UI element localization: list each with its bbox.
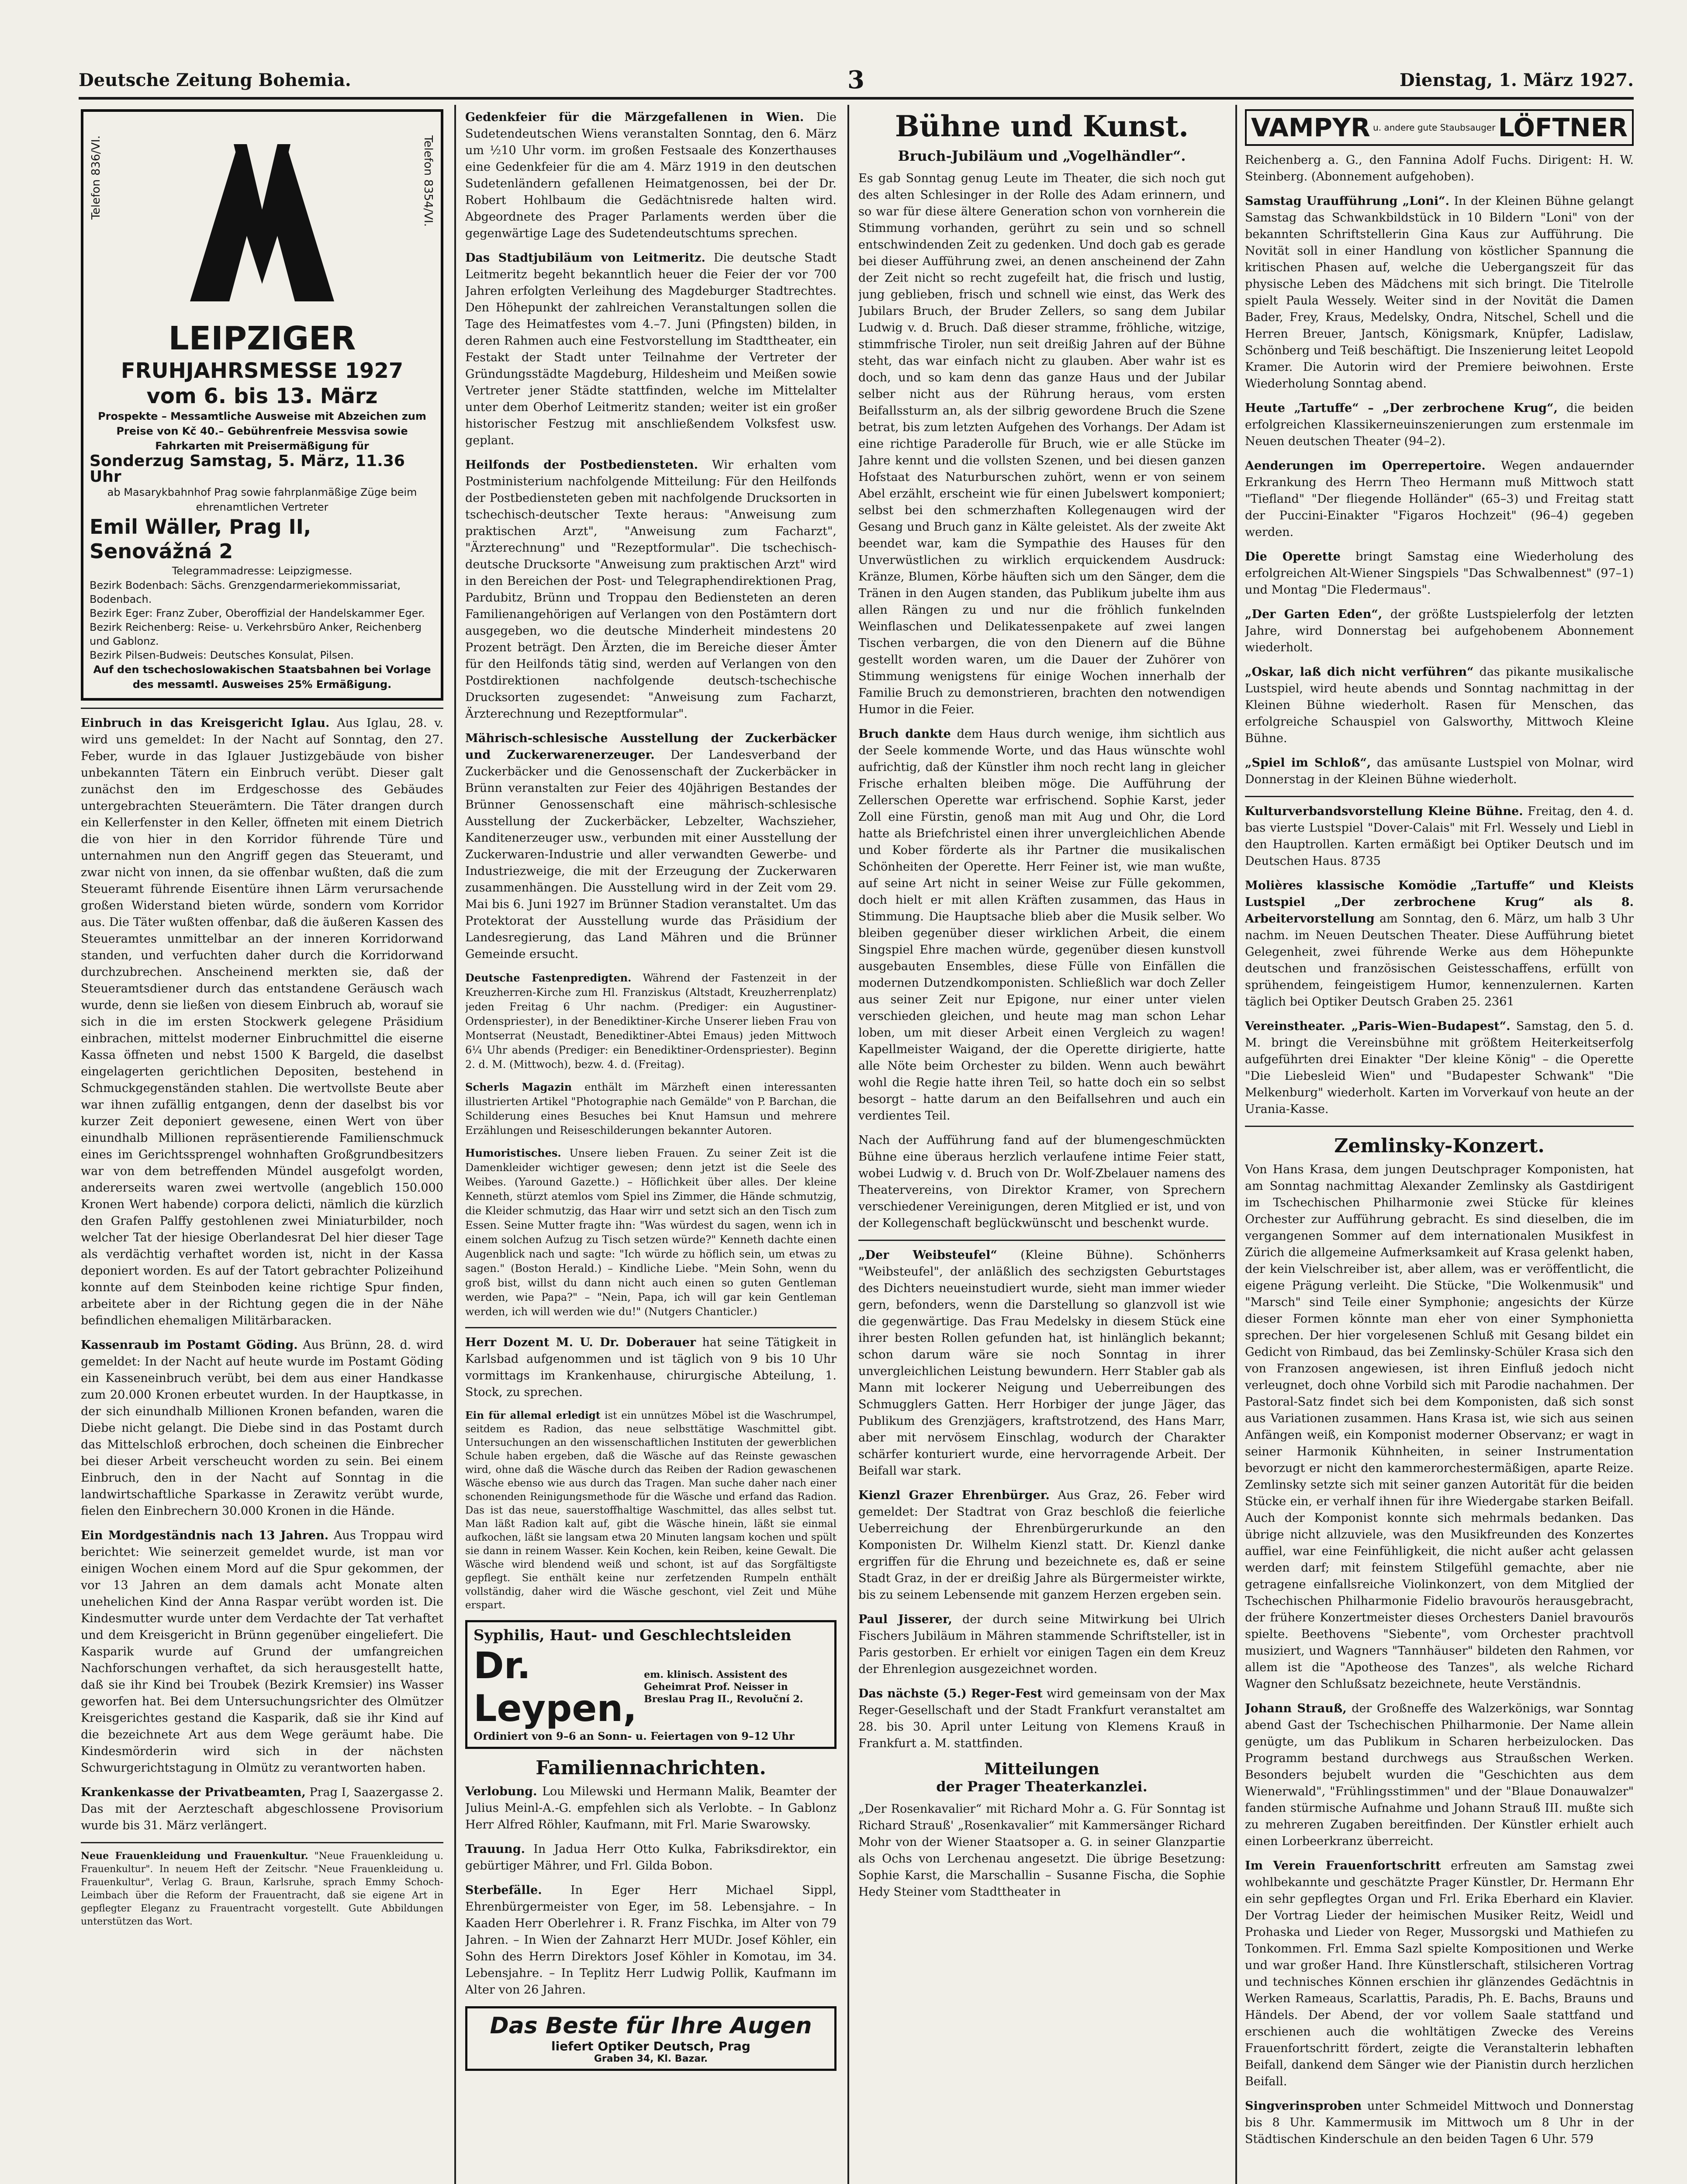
ad-subtitle: FRUHJAHRSMESSE 1927 (121, 359, 404, 383)
article-text: In der Kleinen Bühne gelangt Samstag das Schwankbildstück in 10 Bildern "Loni" von der bekannten Schriftstellerin Gina Kaus zur Aufführung. Die Novität soll in einer Handlung von köstlicher Spannung die kritischen Phasen auf, welche die Uebergangszeit für das physische Leben des Mädchens mit sich bringt. Die Titelrolle spielt Paula Wessely. Weiter sind in der Novität die Damen Bader, Frey, Kraus, Medelsky, Ondra, Nitschel, Schell und die Herren Breuer, Jantsch, Königsmark, Knüpfer, Ladislaw, Schönberg und Teiß beschäftigt. Die Inszenierung leitet Leopold Kramer. Die Autorin wird der Premiere beiwohnen. Erste Wiederholung Sonntag abend. (1245, 194, 1634, 390)
optik-headline: Das Beste für Ihre Augen (490, 2013, 812, 2039)
article-title: Ein für allemal erledigt (465, 1410, 601, 1421)
zemlinsky-heading: Zemlinsky-Konzert. (1334, 1135, 1545, 1157)
article-title: Die Operette (1245, 550, 1341, 563)
article (858, 1247, 1225, 1479)
family-item-text: In Jadua Herr Otto Kulka, Fabriksdirektor, ein gebürtiger Mährer, und Frl. Gilda Bobon. (465, 1842, 837, 1873)
family-item-text: Lou Milewski und Hermann Malik, Beamter der Julius Meinl-A.-G. empfehlen sich als Verlobte. – In Gablonz Herr Alfred Röhler, Kaufmann, mit Frl. Marie Swarowsky. (465, 1785, 837, 1832)
article-title: Kulturverbandsvorstellung Kleine Bühne. (1245, 805, 1523, 818)
family-item (465, 1882, 837, 1998)
article-title: Paul Jisserer, (858, 1613, 952, 1626)
column-3 (858, 109, 1225, 2184)
article (1245, 458, 1634, 541)
article (858, 1611, 1225, 1678)
article (465, 1146, 837, 1319)
article-title: Aenderungen im Operrepertoire. (1245, 459, 1486, 473)
article-text: Unsere lieben Frauen. Zu seiner Zeit ist die Damenkleider wichtiger gewesen; denn jetzt ist die Seele des Weibes. (Yaround Gazette.) – Höflichkeit über alles. Der kleine Kenneth, stürzt atemlos vom Spiel ins Zimmer, die Hände schmutzig, die Kleider schmutzig, das Haar wirr und setzt sich an den Tisch zum Essen. Seine Mutter fragte ihn: "Was würdest du sagen, wenn ich in einem solchen Aufzug zu Tisch setzen würde?" Kenneth dachte einen Augenblick nach und sagte: "Ich würde zu höflich sein, um etwas zu sagen." (Boston Herald.) – Kindliche Liebe. "Mein Sohn, wenn du groß bist, willst du dann nicht auch einen so guten Gentleman werden, wie Papa?" – "Nein, Papa, ich will gar kein Gentleman werden, ich will werden wie du!" (Nutgers Chanticler.) (465, 1147, 837, 1318)
article-title: Kienzl Grazer Ehrenbürger. (858, 1489, 1050, 1502)
separator (81, 1842, 443, 1843)
article-text: Prag I, Saazergasse 2. Das mit der Aerzteschaft abgeschlossene Provisorium wurde bis 31. März verlängert. (81, 1786, 443, 1832)
article (1245, 878, 1634, 1010)
article (1245, 152, 1634, 185)
ad-bezirk-2: Bezirk Eger: Franz Zuber, Oberoffizial der Handelskammer Eger. (90, 607, 425, 619)
article (465, 109, 837, 242)
article-text: am Sonntag, den 6. März, um halb 3 Uhr nachm. im Neuen Deutschen Theater. Diese Aufführung bietet Gelegenheit, zwei führende Werke aus dem Höhepunkte deutschen und französischen Geistesschaffens, erfüllt von sprühendem, feingeistigem Humor, kennenzulernen. Karten täglich bei Optiker Deutsch Graben 25. 2361 (1245, 912, 1634, 1009)
article-title: Das Stadtjubiläum von Leitmeritz. (465, 251, 705, 265)
article-title: Heute „Tartuffe“ – „Der zerbrochene Krug“, (1245, 401, 1558, 415)
optik-ad (465, 2006, 837, 2071)
article (858, 1686, 1225, 1752)
article-title: Scherls Magazin (465, 1081, 572, 1093)
article-title: Neue Frauenkleidung und Frauenkultur. (81, 1850, 308, 1862)
ad-prospekte: Prospekte – Messamtliche Ausweise mit Abzeichen zum Preise von Kč 40.– Gebührenfreie Messvisa sowie Fahrkarten mit Preisermäßigung für (98, 410, 426, 452)
leypen-name: Dr. Leypen, (474, 1644, 637, 1730)
article-title: Molières klassische Komödie „Tartuffe“ und Kleists Lustspiel „Der zerbrochene Krug“ als 8. Arbeitervorstellung (1245, 879, 1634, 926)
vampyr-left: VAMPYR (1251, 113, 1370, 142)
optik-address: Graben 34, Kl. Bazar. (594, 2053, 708, 2064)
family-item-title: Verlobung. (465, 1785, 537, 1798)
article-title: Johann Strauß, (1245, 1702, 1347, 1715)
family-item (465, 1841, 837, 1874)
zemlinsky-text: Von Hans Krasa, dem jungen Deutschprager Komponisten, hat am Sonntag nachmittag Alexander Zemlinsky als Gastdirigent im Tschechischen Philharmonie zwei Stücke für kleines Orchester zur Aufführung gebracht. Es sind dieselben, die im vergangenen Sommer auf dem internationalen Musikfest in Zürich die allgemeine Aufmerksamkeit auf Krasa gelenkt haben, der kein Vielschreiber ist, aber allem, was er veröffentlicht, die eigene Prägung verleiht. Die Stücke, "Die Wolkenmusik" und "Marsch" sind Teile einer Symphonie; angesichts der Kürze dieser Formen könnte man eher von einer Symphonietta sprechen. Der hier vorgelesenen Schluß mit Gesang bildet ein Gedicht von Rimbaud, das bei Zemlinsky-Schüler Krasa sich den von Franzosen angewiesen, ist ihren Einfluß jedoch nicht verleugnet, doch ohne Vorbild sich mit Parodie nachahmen. Der Pastoral-Satz findet sich bei dem Komponisten, daß sich sonst aus Variationen zusammen. Hans Krasa ist, wie sich aus seinen Anfängen weiß, ein Komponist moderner Observanz; er wagt in seiner Harmonik Kühnheiten, in seiner Instrumentation bevorzugt er nicht den kammerorchestermäßigen, aparte Reize. Zemlinsky setzte sich mit seiner ganzen Autorität für die beiden Stücke ein, er verhalf ihnen für ihre Wiedergabe starken Beifall. Auch der Komponist konnte sich mehrmals bedanken. Das übrige nicht allzuviele, was den Musikfreunden des Konzertes auffiel, war eine Feinfühligkeit, die nicht außer acht gelassen werden darf; mit feinstem Stilgefühl gemachte, aber nie getragene einfallsreiche Violinkonzert, von dem Mitglied der Tschechischen Philharmonie Fidelio bravourös herausgebracht, der frühere Konzertmeister dieses Orchesters Daniel bravourös spielte. Beethovens "Siebente", vom Orchester prachtvoll musiziert, und Wagners "Tannhäuser" bildeten den Rahmen, vor allem ist die "Apotheose des Tanzes", als welche Richard Wagner den Schlußsatz bezeichnete, heute Verständnis. (1245, 1163, 1634, 1691)
article-title: Bruch dankte (858, 727, 951, 741)
ad-bezirk-4: Bezirk Pilsen-Budweis: Deutsches Konsulat, Pilsen. (90, 649, 354, 661)
article (465, 250, 837, 449)
article (1245, 755, 1634, 788)
article-title: Deutsche Fastenpredigten. (465, 971, 632, 984)
article (1245, 1018, 1634, 1118)
article-text: erfreuten am Samstag zwei wohlbekannte und geschätzte Prager Künstler, Dr. Hermann Ehr ein sehr gepflegtes Organ und Frl. Erika Eberhard ein Klavier. Der Vortrag Lieder der heimischen Musiker Reitz, Weidl und Prohaska und Lieder von Reger, Mussorgski und Mathiefen zu Tonkommen. Frl. Emma Sazl spielte Kompositionen und Werke und war großer Hand. Ihre Künstlerschaft, stilsicheren Vortrag und technisches Können erschien ihr glänzendes Gedächtnis in Werken Rameaus, Scarlattis, Paradis, Ph. E. Bachs, Brauns und Händels. Der Abend, der vor vollem Saale stattfand und erschienen auch die wohltätigen Zwecke des Vereins Frauenfortschritt fördert, zeigte die Veranstalterin lebhaften Beifall, dankend dem Sänger wie der Pianistin durch herzlichen Beifall. (1245, 1859, 1634, 2088)
ad-bezirk-3: Bezirk Reichenberg: Reise- u. Verkehrsbüro Anker, Reichenberg und Gablonz. (90, 621, 422, 647)
section-heading: Bühne und Kunst. (895, 109, 1189, 143)
article-text: der größte Lustspielerfolg der letzten Jahre, wird Donnerstag bei aufgehobenem Abonnement wiederholt. (1245, 608, 1634, 654)
article-text: (Kleine Bühne). Schönherrs "Weibsteufel", der anläßlich des sechzigsten Geburtstages des Dichters neueinstudiert wurde, sieht man immer wieder gern, befonders, wenn die Darstellung so glanzvoll ist wie die gegenwärtige. Das Frau Medelsky in diesem Stück eine ihrer besten Rollen gefunden hat, ist hinlänglich bekannt; schon darum wäre sie noch Sonntag in ihrer unvergleichlichen Leistung bewundern. Herr Stabler gab als Mann mit lockerer Neigung und Ueberreibungen des Schmugglers Gatten. Herr Horbiger der junge Jäger, das Publikum des Grenzjägers, kraftstrotzend, des Hans Marr, aber mit nervösem Einschlag, wodurch der Charakter schärfer konturiert wurde, eine hervorragende Arbeit. Der Beifall war stark. (858, 1248, 1225, 1478)
article (858, 1487, 1225, 1603)
ad-vertreter: Emil Wäller, Prag II, Senovážná 2 (90, 515, 311, 563)
article (858, 170, 1225, 718)
article-text: die beiden erfolgreichen Klassikerneuinszenierungen zum erstenmale im Neuen deutschen Theater (94–2). (1245, 401, 1634, 448)
page-header (79, 66, 1634, 94)
article-text: Nach der Aufführung fand auf der blumengeschmückten Bühne eine überaus herzlich verlaufene intime Feier statt, wobei Ludwig v. d. Bruch von Dr. Wolf-Zbelauer namens des Theatervereins, von Direktor Kramer, von Sprechern verschiedener Vereinigungen, deren Mitglied er ist, und von der Kollegenschaft beglückwünscht und beschenkt wurde. (858, 1133, 1225, 1230)
ad-bezirk-1: Bezirk Bodenbach: Sächs. Grenzgendarmeriekommissariat, Bodenbach. (90, 579, 401, 605)
article-title: Samstag Uraufführung „Loni“. (1245, 194, 1450, 208)
article (1245, 400, 1634, 450)
leipzig-fair-ad (81, 109, 443, 701)
messe-logo (90, 118, 435, 319)
article-text: Wegen andauernder Erkrankung des Herrn Theo Hermann muß Mittwoch statt "Tiefland" "Der fliegende Holländer" (65–3) und Freitag statt der Puccini-Einakter "Figaros Hochzeit" (96–4) gegeben werden. (1245, 459, 1634, 539)
article (1245, 1858, 1634, 2090)
article-text: ist ein unnützes Möbel ist die Waschrumpel, seitdem es Radion, das neue selbsttätige Waschmittel gibt. Untersuchungen an den wissenschaftlichen Instituten der gewerblichen Schule haben ergeben, daß die Wäsche auf das Reinste gewaschen wird, ohne daß die Wäsche durch das Reiben der Radion gewaschenen Wäsche ebenso wie aus durch das Tragen. Man suche daher nach einer schonenden Reinigungsmethode für die Wäsche und erfand das Radion. Das ist das neue, sauerstoffhaltige Waschmittel, das alles selbst tut. Man läßt Radion kalt auf, gibt die Wäsche hinein, läßt sie einmal aufkochen, läßt sie langsam etwa 20 Minuten langsam kochen und spült sie dann in reinem Wasser. Kein Kochen, kein Reiben, keine Gewalt. Die Wäsche wird blendend weiß und schont, ist auf das Sorgfältigste gepflegt. Sie enthält keine nur zerfetzenden Rumpeln enthält vollständig, daher wird die Wäsche geschont, viel Zeit und Mühe erspart. (465, 1410, 837, 1611)
family-heading: Familiennachrichten. (536, 1757, 766, 1779)
article (1245, 193, 1634, 392)
article-title: „Der Garten Eden“, (1245, 608, 1383, 621)
family-item (465, 1783, 837, 1833)
column-divider (1235, 105, 1237, 2184)
article-title: „Oskar, laß dich nicht verführen“ (1245, 665, 1474, 679)
article (81, 1527, 443, 1776)
article (1245, 2098, 1634, 2148)
leypen-detail: em. klinisch. Assistent des Geheimrat Prof. Neisser in Breslau Prag II., Revoluční 2. (644, 1669, 803, 1705)
article-text: Aus Brünn, 28. d. wird gemeldet: In der Nacht auf heute wurde im Postamt Göding ein Kasseneinbruch verübt, bei dem aus einer Handkasse zum 20.000 Kronen erbeutet wurden. In der Hauptkasse, in der sich einundhalb Millionen Kronen befanden, waren die Diebe nicht gelangt. Die Diebe sind in das Postamt durch das Mittelschloß erbrochen, doch scheinen die Einbrecher bei dieser Arbeit verscheucht worden zu sein. Bei einem Einbruch, den in der Nacht auf Sonntag in die landwirtschaftliche Sparkasse in Zerawitz verübt wurde, fielen den Einbrechern 30.000 Kronen in die Hände. (81, 1338, 443, 1518)
article-text: bringt Samstag eine Wiederholung des erfolgreichen Alt-Wiener Singspiels "Das Schwalbennest" (97–1) und Montag "Die Fledermaus". (1245, 550, 1634, 597)
article (81, 1784, 443, 1834)
separator (1245, 796, 1634, 797)
page-number: 3 (847, 66, 864, 94)
article-title: Singverinsproben (1245, 2099, 1362, 2113)
vampyr-ad (1245, 109, 1634, 146)
article-text: hat seine Tätigkeit in Karlsbad aufgenommen und ist täglich von 9 bis 10 Uhr vormittags im Krankenhause, chirurgische Abteilung, 1. Stock, zu sprechen. (465, 1336, 837, 1399)
article (81, 1849, 443, 1928)
masthead-left: Deutsche Zeitung Bohemia. (79, 70, 351, 90)
article-text: wird gemeinsam von der Max Reger-Gesellschaft und der Stadt Frankfurt veranstaltet am 28. bis 30. April unter Leitung von Klemens Krauß in Frankfurt a. M. stattfinden. (858, 1687, 1225, 1750)
issue-date: Dienstag, 1. März 1927. (1400, 70, 1634, 90)
leypen-ad (465, 1620, 837, 1749)
separator (858, 1240, 1225, 1241)
article (465, 1409, 837, 1612)
article-title: Gedenkfeier für die Märzgefallenen in Wien. (465, 111, 804, 124)
article-title: Heilfonds der Postbediensteten. (465, 458, 698, 472)
optik-by: liefert Optiker Deutsch, Prag (551, 2039, 750, 2053)
separator (81, 708, 443, 709)
article (465, 730, 837, 963)
family-item-title: Sterbefälle. (465, 1883, 542, 1897)
article-text: der Großneffe des Walzerkönigs, war Sonntag abend Gast der Tschechischen Philharmonie. Der Name allein genügte, um das Publikum in Scharen herbeizulocken. Das Programm bestand durchwegs aus Straußschen Werken. Besonders bejubelt wurden die "Geschichten aus dem Wienerwald", "Frühlingsstimmen" und der "Blaue Donauwalzer" fanden stürmische Aufnahme und Johann Strauß III. mußte sich zu mehreren Zugaben bereitfinden. Der Künstler erhielt auch einen Lorbeerkranz überreicht. (1245, 1702, 1634, 1848)
article-title: Herr Dozent M. U. Dr. Doberauer (465, 1336, 696, 1349)
article-title: Ein Mordgeständnis nach 13 Jahren. (81, 1529, 329, 1542)
article-text: Der Landesverband der Zuckerbäcker und die Genossenschaft der Zuckerbäcker in Brünn veranstalten zur Feier des 40jährigen Bestandes der Brünner Genossenschaft eine mährisch-schlesische Ausstellung der Zuckerbäcker, Lebzelter, Wachszieher, Kanditenerzeuger usw., verbunden mit einer Ausstellung der Zuckerwaren-Industrie und aller verwandten Gewerbe- und Industriezweige, die mit der Erzeugung der Zuckerwaren zusammenhängen. Die Ausstellung wird in der Zeit vom 29. Mai bis 6. Juni 1927 im Brünner Stadion veranstaltet. Um das Protektorat der Ausstellung wurde das Präsidium der Landesregierung, das Land Mähren und die Brünner Gemeinde ersucht. (465, 748, 837, 961)
article-title: Humoristisches. (465, 1147, 561, 1159)
header-rule (79, 97, 1634, 100)
article-text: Während der Fastenzeit in der Kreuzherren-Kirche zum Hl. Franziskus (Altstadt, Kreuzherrenplatz) jeden Freitag 6 Uhr nachm. (Prediger: ein Augustiner-Ordenspriester), in der Benediktiner-Kirche Unserer lieben Frau von Montserrat (Neustadt, Benediktiner-Abtei Emaus) jeden Mittwoch 6¼ Uhr abends (Prediger: ein Benediktiner-Ordenspriester). Beginn 2. d. M. (Mittwoch), bezw. 4. d. (Freitag). (465, 972, 837, 1071)
column-divider (454, 105, 456, 2184)
article-text: unter Schmeidel Mittwoch und Donnerstag bis 8 Uhr. Kammermusik im Mittwoch um 8 Uhr in der Städtischen Kinderschule an den beiden Tagen 6 Uhr. 579 (1245, 2099, 1634, 2146)
section-subheading: Bruch-Jubiläum und „Vogelhändler“. (898, 148, 1186, 164)
ad-dates: vom 6. bis 13. März (146, 384, 378, 408)
telefon-right: Telefon 8354/VI. (422, 135, 435, 227)
mitteilungen-sub: der Prager Theaterkanzlei. (936, 1778, 1148, 1795)
article (1245, 1700, 1634, 1850)
article (1245, 606, 1634, 656)
article-text: Aus Troppau wird berichtet: Wie seinerzeit gemeldet wurde, ist man vor einigen Wochen einem Mord auf die Spur gekommen, der vor 13 Jahren an dem damals acht Monate alten unehelichen Kind der Anna Raspar verübt worden ist. Die Kindesmutter wurde unter dem Verdachte der Tat verhaftet und dem Kreisgericht in Brünn gegenüber eingeliefert. Die Kasparik wurde auf Grund der umfangreichen Nachforschungen verhaftet, da sich herausgestellt hatte, daß sie ihr Kind bei Troubek (Bezirk Kremsier) ins Wasser geworfen hat. Bei dem Untersuchungsrichter des Olmützer Kreisgerichtes gestand die Kasparik, daß sie ihr Kind auf die bezeichnete Art aus dem Wege geräumt habe. Die Kindesmörderin wird sich in der nächsten Schwurgerichtstagung in Olmütz zu verantworten haben. (81, 1529, 443, 1775)
ad-sonderzug: Sonderzug Samstag, 5. März, 11.36 Uhr (90, 452, 405, 486)
article-text: Freitag, den 4. d. bas vierte Lustspiel "Dover-Calais" mit Frl. Wessely und Liebl in den Hauptrollen. Karten ermäßigt bei Optiker Deutsch und im Deutschen Haus. 8735 (1245, 805, 1634, 868)
article-title: Einbruch in das Kreisgericht Iglau. (81, 716, 330, 730)
article (465, 1334, 837, 1401)
article-text: enthält im Märzheft einen interessanten illustrierten Artikel "Photographie nach Gemälde" von P. Barchan, die Schilderung eines Besuches bei Knut Hamsun und mehrere Erzählungen und Reiseschilderungen bekannter Autoren. (465, 1081, 837, 1137)
article-text: Die Sudetendeutschen Wiens veranstalten Sonntag, den 6. März um ½10 Uhr vorm. im großen Festsaale des Konzerthauses eine Gedenkfeier für die am 4. März 1919 in den deutschen Sudetenländern gefallenen Heimatgenossen, bei der Dr. Robert Hohlbaum die Gedächtnisrede halten wird. Abgeordnete des Prager Parlaments werden über die gegenwärtige Lage des Sudetendeutschtums sprechen. (465, 111, 837, 240)
ad-title: LEIPZIGER (168, 320, 356, 357)
article-title: Im Verein Frauenfortschritt (1245, 1859, 1441, 1873)
article-text: Samstag, den 5. d. M. bringt die Vereinsbühne mit größtem Heiterkeitserfolg aufgeführten drei Einakter "Der kleine König" – die Operette "Die Liebesleid Wien" und "Budapester Schwank" "Die Melkenburg" wiederholt. Karten im Vorverkauf von heute an der Urania-Kasse. (1245, 1019, 1634, 1116)
separator (465, 1327, 837, 1328)
article-text: das pikante musikalische Lustspiel, wird heute abends und Sonntag nachmittag in der Kleinen Bühne wiederholt. Rasen für Menschen, das erfolgreiche Schauspiel von Galsworthy, Mittwoch Kleine Bühne. (1245, 665, 1634, 745)
article (1245, 664, 1634, 747)
article-text: das amüsante Lustspiel von Molnar, wird Donnerstag in der Kleinen Bühne wiederholt. (1245, 756, 1634, 786)
article-text: Es gab Sonntag genug Leute im Theater, die sich noch gut des alten Schlesinger in der Rolle des Adam erinnern, und so war für diese ältere Generation schon von vornherein die Stimmung vorhanden, gerührt zu sein und so schnell entschwindenden Zeit zu gedenken. Und doch gab es gerade bei dieser Aufführung zwei, an denen anscheinend der Zahn der Zeit nicht so recht zugefeilt hat, die frisch und lustig, jung geblieben, frisch und schnell wie einst, das Werk des Jubilars Bruch, der Bruder Zellers, so sang dem Jubilar Ludwig v. d. Bruch. Daß dieser stramme, fröhliche, witzige, stimmfrische Tiroler, nun seit dreißig Jahren auf der Bühne steht, das war einfach nicht zu glauben. Aber wahr ist es doch, und so kam denn das ganze Haus und der Jubilar selber nicht aus der Rührung heraus, vom ersten Beifallssturm an, als der silbrig gewordene Bruch die Szene betrat, bis zum letzten Aufgehen des Vorhangs. Der Adam ist eine richtige Paraderolle für Bruch, wie er alle Stücke im Jahre kennt und die vollsten Szenen, und bei diesen ganzen Hofstaat des Naturburschen zuhört, wenn er von seinem Abel erzählt, erscheint wie für einen Jubelswert komponiert; selbst bei den schmerzhaften Kollegenaugen wird der Gesang und Bruch ganz in Kälte geleistet. Als der zweite Akt beendet war, kam die Sympathie des Hauses für den Unverwüstlichen zu wirklich erquickendem Ausdruck: Kränze, Blumen, Körbe häuften sich um den Sänger, dem die Tränen in den Augen standen, das Publikum jubelte ihm aus allen Rängen zu und nur die fröhlich funkelnden Weinflaschen und Delikatessenpakete auf zwei langen Tischen verbargen, die von den Dienern auf die Bühne gestellt worden waren, um die Dauer der Zuhörer von Stimmung wenigstens für einige Wochen innerhalb der Familie Bruch zu demonstrieren, brachten den notwendigen Humor in die Feier. (858, 172, 1225, 716)
article-title: Kassenraub im Postamt Göding. (81, 1338, 298, 1352)
family-item-title: Trauung. (465, 1842, 525, 1856)
ad-note: Auf den tschechoslowakischen Staatsbahnen bei Vorlage des messamtl. Ausweises 25% Ermäßigung. (93, 663, 431, 691)
article (81, 1337, 443, 1520)
leypen-hours: Ordiniert von 9–6 an Sonn- u. Feiertagen von 9–12 Uhr (474, 1730, 795, 1742)
article (858, 1132, 1225, 1232)
article (81, 715, 443, 1329)
mitteilungen-heading: Mitteilungen (984, 1760, 1099, 1778)
column-4 (1245, 109, 1634, 2184)
article-title: „Spiel im Schloß“, (1245, 756, 1371, 770)
telefon-left: Telefon 836/VI. (90, 135, 103, 220)
vampyr-right: LÖFTNER (1498, 113, 1628, 142)
article-title: „Der Weibsteufel“ (858, 1248, 997, 1262)
article (465, 971, 837, 1072)
article-text: dem Haus durch wenige, ihm sichtlich aus der Seele kommende Worte, und das Haus wünschte wohl aufrichtig, daß der Künstler ihm noch recht lang in gleicher Frische erhalten bleiben möge. Die Aufführung der Zellerschen Operette war erfrischend. Sophie Karst, jeder Zoll eine Fürstin, genoß man mit Aug und Ohr, die Lord hatte als Briefchristel einen ihrer unvergleichlichen Abende und Kober förderte als ihr Partner die musikalischen Schönheiten der Operette. Herr Feiner ist, wie man wußte, auf seine Art nicht in seiner Weise zur Fülle gekommen, doch hielt er mit allen Kräften zusammen, das Haus in Stimmung. Die Hauptsache blieb aber die Musik selber. Wo bleiben gegenüber dieser wirklichen Arbeit, die einem Singspiel Ehre machen würde, gegenüber diesen kunstvoll ausgebauten Ensembles, diese Fülle von Einfällen die modernen Dutzendkomponisten. Schließlich war doch Zeller aus seiner Zeit nur Epigone, nur einer unter vielen verschieden gleichen, und heute mag man schon Lehar loben, um mit dieser Arbeit einen Vergleich zu wagen! Kapellmeister Waigand, der die Operette dirigierte, hatte alle Nöte beim Orchester zu bilden. Wenn auch bewährt wohl die Regie hatte ihren Teil, so hatte doch ein so selbst besorgt – hatte darum an den Beifallsehren und auch ein verdientes Teil. (858, 727, 1225, 1123)
article-text: Reichenberg a. G., den Fannina Adolf Fuchs. Dirigent: H. W. Steinberg. (Abonnement aufgehoben). (1245, 153, 1634, 183)
ad-bahnhof: ab Masarykbahnhof Prag sowie fahrplanmäßige Züge beim ehrenamtlichen Vertreter (107, 486, 417, 513)
article (1245, 803, 1634, 870)
column-2 (465, 109, 837, 2184)
article-title: Krankenkasse der Privatbeamten, (81, 1786, 306, 1799)
article (465, 457, 837, 722)
article-text: Wir erhalten vom Postministerium nachfolgende Mitteilung: Für den Heilfonds der Postbediensteten geben mit nachfolgende Drucksorten in tschechisch-deutscher Texte heraus: "Anweisung zum praktischen Arzt", "Anweisung zum Facharzt", "Ärzterechnung" und "Rezeptformular". Die tschechisch-deutsche Drucksorte "Anweisung zum praktischen Arzt" wird in den Bereichen der Post- und Telegraphendirektionen Prag, Pardubitz, Brünn und Troppau den Bediensteten an deren Familienangehörigen auf Verlangen von den Postämtern dort ausgegeben, wo die deutsche Minderheit mindestens 20 Prozent beträgt. Den Ärzten, die im Bereiche dieser Ämter für den Heilfonds tätig sind, werden auf Verlangen von den Postdirektionen nachfolgende deutsch-tschechische Drucksorten zugesendet: "Anweisung zum Facharzt, Ärzterechnung und Rezeptformular". (465, 458, 837, 721)
article-text: Aus Graz, 26. Feber wird gemeldet: Der Stadtrat von Graz beschloß die feierliche Ueberreichung der Ehrenbürgerurkunde an den Komponisten Dr. Wilhelm Kienzl statt. Dr. Kienzl danke ergriffen für die Ehrung und bezeichnete es, daß er seine Stadt Graz, in der er dreißig Jahre als Bürgermeister wirkte, bis zu seinem Lebensende mit ganzem Herzen ergeben sein. (858, 1489, 1225, 1602)
ad-telegramm: Telegrammadresse: Leipzigmesse. (172, 565, 353, 577)
leypen-top: Syphilis, Haut- und Geschlechtsleiden (474, 1627, 792, 1644)
article-title: Vereinstheater. „Paris–Wien–Budapest“. (1245, 1019, 1511, 1033)
article (858, 726, 1225, 1124)
separator (1245, 1126, 1634, 1127)
article-text: der durch seine Mitwirkung bei Ulrich Fischers Jubiläum in Mähren stammende Schriftsteller, ist in Paris gestorben. Er erhielt vor einigen Tagen ein dem Kreuz der Ehrenlegion ausgezeichnet worden. (858, 1613, 1225, 1676)
article-text: "Neue Frauenkleidung u. Frauenkultur". In neuem Heft der Zeitschr. "Neue Frauenkleidung u. Frauenkultur", Verlag G. Braun, Karlsruhe, sprach Emmy Schoch-Leimbach über die Reform der Frauentracht, daß sie eigene Art in gepflegter Eleganz zu Frauentracht vorgestellt. Gute Abbildungen unterstützen das Wort. (81, 1851, 443, 1927)
article-text: Aus Iglau, 28. v. wird uns gemeldet: In der Nacht auf Sonntag, den 27. Feber, wurde in das Iglauer Justizgebäude von bisher unbekannten Tätern ein Einbruch verübt. Dieser galt zunächst den im Erdgeschosse des Gebäudes untergebrachten Steuerämtern. Die Täter drangen durch ein Kellerfenster in den Keller, öffneten mit einem Dietrich die von hier in den Korridor führende Türe und unternahmen nun den Angriff gegen das Steueramt, und zwar nicht von innen, da sie offenbar wußten, daß die zum Steueramt führende Eisentüre ihnen Lärm verursachende großen Widerstand bieten würde, sondern vom Korridor aus. Die Täter wußten offenbar, daß die äußeren Kassen des Steueramtes unmittelbar an der inneren Korridorwand standen, und verfuchten daher durch die Korridorwand durchzubrechen. Anscheinend merkten sie, daß der Steueramtsdiener durch das entstandene Geräusch wach wurde, denn sie ließen von diesem Einbruch ab, worauf sie sich in die im ersten Stockwerk gelegene Präsidium einbrachen, mittelst moderner Einbruchmittel die eiserne Kassa öffneten und nebst 1500 K Bargeld, die daselbst eingelagerten gerichtlichen Depositen, bestehend in Schmuckgegenständen stahlen. Die wertvollste Beute aber war ihnen zufällig entgangen, denn der daselbst bis vor kurzer Zeit deponiert gewesene, einen Wert von über einundhalb Millionen repräsentierende Familienschmuck eines im Gerichtssprengel wohnhaften Großgrundbesitzers war von dem betreffenden Mündel ausgefolgt worden, andererseits waren zwei wertvolle (angeblich 150.000 Kronen Wert habende) corpora delicti, nämlich die kürzlich den Grafen Palffy gestohlenen zwei Miniaturbilder, noch welcher Tat der hiesige Oberlandesrat Del hier dieser Tage als verdächtig verhaftet worden ist, nicht in der Kassa deponiert worden. Es auf der Tatort gebrachter Polizeihund konnte auf dem Steinboden keine richtige Spur finden, arbeitete aber in der Richtung gegen die in der Nähe befindlichen ehemaligen Militärbaracken. (81, 716, 443, 1327)
column-1 (81, 109, 443, 2184)
mitteilungen-text: „Der Rosenkavalier“ mit Richard Mohr a. G. Für Sonntag ist Richard Strauß' „Rosenkavalier“ mit Kammersänger Richard Mohr von der Wiener Staatsoper a. G. in seiner Glanzpartie als Ochs von Lerchenau angesetzt. Die übrige Besetzung: Sophie Karst, die Marschallin – Susanne Fischa, die Sophie Hedy Steiner vom Stadttheater in (858, 1802, 1225, 1899)
messe-mm-logo-icon (90, 118, 435, 319)
article (465, 1080, 837, 1138)
leypen-row (474, 1644, 828, 1730)
article-title: Mährisch-schlesische Ausstellung der Zuckerbäcker und Zuckerwarenerzeuger. (465, 732, 837, 762)
column-divider (847, 105, 849, 2184)
article (1245, 549, 1634, 598)
article-title: Das nächste (5.) Reger-Fest (858, 1687, 1043, 1700)
article-text: Die deutsche Stadt Leitmeritz begeht bekanntlich heuer die Feier der vor 700 Jahren erfolgten Verleihung des Magdeburger Stadtrechtes. Den Höhepunkt der zahlreichen Veranstaltungen sollen die Tage des Heimatfestes vom 4.–7. Juni (Pfingsten) bilden, in deren Rahmen auch eine Festvorstellung im Stadttheater, ein Festakt der Stadt unter Teilnahme der Vertreter der Gründungsstädte Magdeburg, Hildesheim und Meißen sowie Vertreter jener Städte stattfinden, welche im Mittelalter unter dem Oberhof Leitmeritz standen; weiter ist ein großer historischer Festzug mit anschließendem Volksfest usw. geplant. (465, 251, 837, 447)
vampyr-middle: u. andere gute Staubsauger (1373, 122, 1496, 133)
family-item-text: In Eger Herr Michael Sippl, Ehrenbürgermeister von Eger, im 58. Lebensjahre. – In Kaaden Herr Oberlehrer i. R. Franz Fischka, im Alter von 79 Jahren. – In Wien der Zahnarzt Herr MUDr. Josef Köhler, ein Sohn des Herrn Direktors Josef Köhler in Komotau, im 34. Lebensjahre. – In Teplitz Herr Ludwig Pollik, Kaufmann im Alter von 26 Jahren. (465, 1883, 837, 1997)
